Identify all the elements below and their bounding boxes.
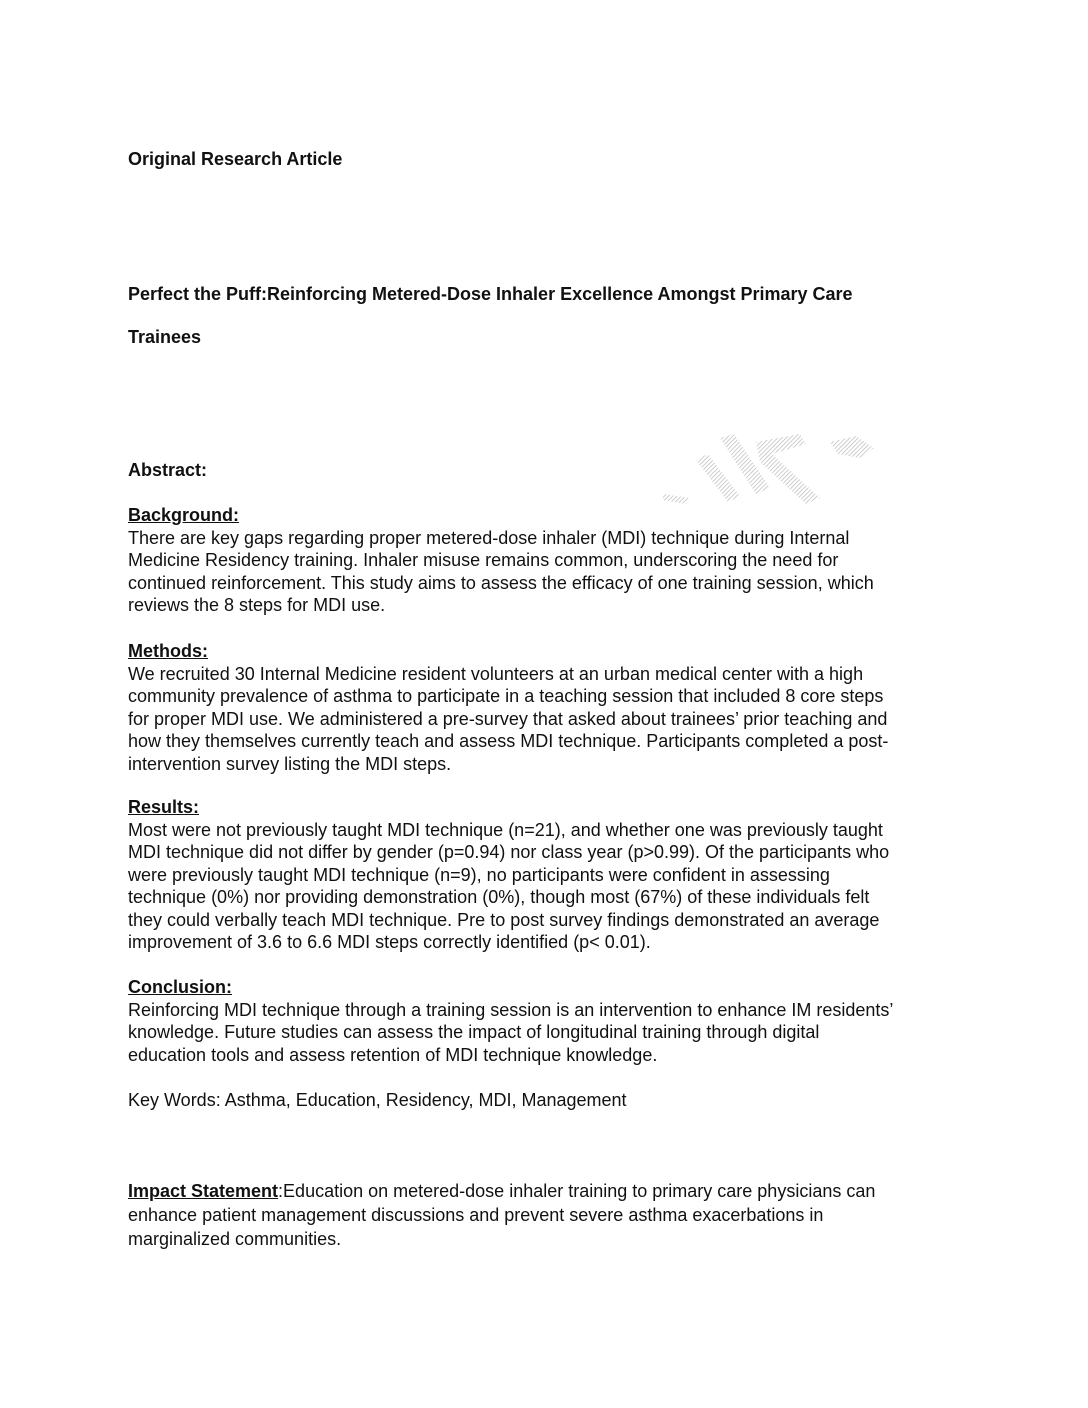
results-text-line: were previously taught MDI technique (n=9), no participants were confident in assessing — [128, 864, 830, 885]
article-title-line-1: Perfect the Puff:Reinforcing Metered-Dose Inhaler Excellence Amongst Primary Care — [128, 284, 853, 304]
article-title-line-2: Trainees — [128, 327, 202, 347]
results-text-line: improvement of 3.6 to 6.6 MDI steps correctly identified (p< 0.01). — [128, 932, 651, 952]
impact-text: :Education on metered-dose inhaler training to primary care physicians can — [278, 1181, 876, 1201]
methods-text-line: intervention survey listing the MDI steps. — [128, 753, 452, 774]
impact-line-3: marginalized communities. — [128, 1229, 342, 1249]
methods-section — [128, 640, 968, 775]
conclusion-text-line: education tools and assess retention of MDI technique knowledge. — [128, 1044, 658, 1065]
results-section — [128, 796, 968, 954]
results-text-line: Most were not previously taught MDI technique (n=21), and whether one was previously taught — [128, 819, 883, 840]
background-section — [128, 504, 968, 617]
background-heading: Background: — [128, 505, 240, 525]
conclusion-text-line: knowledge. Future studies can assess the impact of longitudinal training through digital — [128, 1022, 820, 1042]
impact-line-2: enhance patient management discussions and prevent severe asthma exacerbations in — [128, 1205, 824, 1225]
results-text-line: they could verbally teach MDI technique. Pre to post survey findings demonstrated an average — [128, 909, 880, 930]
methods-text-line: We recruited 30 Internal Medicine resident volunteers at an urban medical center with a high — [128, 663, 864, 684]
impact-statement — [128, 1179, 968, 1251]
impact-statement-label: Impact Statement — [128, 1181, 279, 1201]
keywords-line: Key Words: Asthma, Education, Residency, MDI, Management — [128, 1090, 627, 1110]
impact-line-1 — [128, 1179, 968, 1203]
background-text-line: Medicine Residency training. Inhaler misuse remains common, underscoring the need for — [128, 550, 839, 570]
abstract-heading: Abstract: — [128, 460, 208, 480]
methods-text-line: for proper MDI use. We administered a pre-survey that asked about trainees’ prior teaching and — [128, 708, 888, 729]
background-text-line: There are key gaps regarding proper metered-dose inhaler (MDI) technique during Internal — [128, 527, 850, 548]
article-type-label: Original Research Article — [128, 149, 343, 169]
results-text-line: MDI technique did not differ by gender (p=0.94) nor class year (p>0.99). Of the participants who — [128, 842, 890, 862]
conclusion-text-line: Reinforcing MDI technique through a training session is an intervention to enhance IM residents’ — [128, 999, 894, 1020]
methods-text-line: community prevalence of asthma to participate in a teaching session that included 8 core steps — [128, 686, 884, 706]
background-text-line: reviews the 8 steps for MDI use. — [128, 595, 386, 615]
background-text-line: continued reinforcement. This study aims to assess the efficacy of one training session, which — [128, 572, 874, 593]
methods-text-line: how they themselves currently teach and assess MDI technique. Participants completed a post- — [128, 731, 889, 751]
conclusion-section — [128, 976, 968, 1066]
conclusion-heading: Conclusion: — [128, 977, 232, 997]
watermark-graphic — [660, 432, 880, 508]
results-heading: Results: — [128, 797, 200, 817]
results-text-line: technique (0%) nor providing demonstration (0%), though most (67%) of these individuals felt — [128, 887, 870, 907]
methods-heading: Methods: — [128, 641, 208, 661]
